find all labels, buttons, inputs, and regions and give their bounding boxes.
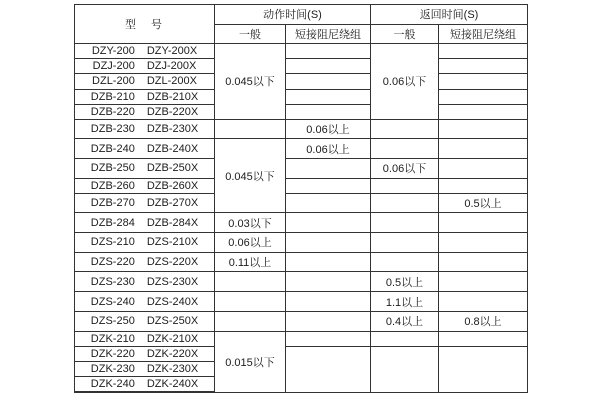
table-row bbox=[75, 213, 528, 233]
action-general-cell bbox=[215, 272, 286, 292]
header-return-time: 返回时间(S) bbox=[371, 5, 528, 25]
relay-timing-spec-table bbox=[74, 4, 528, 393]
return-damping-cell bbox=[439, 59, 528, 74]
table-row bbox=[75, 59, 528, 74]
action-damping-cell bbox=[286, 272, 371, 292]
header-return-damping: 短接阻尼绕组 bbox=[439, 24, 528, 44]
model-cell: DZS-220 DZS-220X bbox=[75, 252, 215, 272]
return-general-cell bbox=[371, 193, 439, 213]
table-row bbox=[75, 252, 528, 272]
model-cell: DZB-284 DZB-284X bbox=[75, 213, 215, 233]
table-row bbox=[75, 311, 528, 331]
return-general-cell bbox=[371, 119, 439, 139]
table-row bbox=[75, 139, 528, 159]
table-row bbox=[75, 104, 528, 119]
table-row bbox=[75, 89, 528, 104]
return-general-cell bbox=[371, 178, 439, 193]
return-general-cell: 0.06以下 bbox=[371, 44, 439, 119]
action-damping-cell bbox=[286, 292, 371, 312]
return-damping-cell bbox=[439, 233, 528, 253]
action-damping-cell bbox=[286, 252, 371, 272]
header-action-damping: 短接阻尼绕组 bbox=[286, 24, 371, 44]
table-row bbox=[75, 292, 528, 312]
return-damping-cell bbox=[439, 158, 528, 178]
action-general-cell: 0.11以上 bbox=[215, 252, 286, 272]
return-damping-cell bbox=[439, 346, 528, 392]
model-cell: DZB-260 DZB-260X bbox=[75, 178, 215, 193]
return-general-cell bbox=[371, 331, 439, 346]
header-row-1 bbox=[75, 5, 528, 25]
action-damping-cell bbox=[286, 104, 371, 119]
return-damping-cell bbox=[439, 272, 528, 292]
model-cell: DZL-200 DZL-200X bbox=[75, 74, 215, 89]
header-model: 型 号 bbox=[75, 5, 215, 44]
action-damping-cell bbox=[286, 178, 371, 193]
table-row bbox=[75, 119, 528, 139]
return-damping-cell bbox=[439, 139, 528, 159]
model-cell: DZS-240 DZS-240X bbox=[75, 292, 215, 312]
action-damping-cell bbox=[286, 331, 371, 346]
action-damping-cell bbox=[286, 346, 371, 392]
action-damping-cell bbox=[286, 233, 371, 253]
return-damping-cell bbox=[439, 89, 528, 104]
action-general-cell: 0.045以下 bbox=[215, 44, 286, 119]
action-damping-cell bbox=[286, 193, 371, 213]
model-cell: DZK-230 DZK-230X bbox=[75, 361, 215, 376]
model-cell: DZK-240 DZK-240X bbox=[75, 376, 215, 392]
model-cell: DZS-210 DZS-210X bbox=[75, 233, 215, 253]
model-cell: DZY-200 DZY-200X bbox=[75, 44, 215, 59]
action-general-cell: 0.015以下 bbox=[215, 331, 286, 392]
action-damping-cell bbox=[286, 59, 371, 74]
table-row bbox=[75, 74, 528, 89]
action-general-cell bbox=[215, 311, 286, 331]
model-cell: DZB-230 DZB-230X bbox=[75, 119, 215, 139]
return-general-cell bbox=[371, 213, 439, 233]
model-cell: DZB-210 DZB-210X bbox=[75, 89, 215, 104]
table-row bbox=[75, 233, 528, 253]
return-general-cell bbox=[371, 139, 439, 159]
action-damping-cell bbox=[286, 89, 371, 104]
action-damping-cell bbox=[286, 74, 371, 89]
action-damping-cell bbox=[286, 213, 371, 233]
return-general-cell bbox=[371, 346, 439, 392]
table-row bbox=[75, 331, 528, 346]
action-damping-cell bbox=[286, 311, 371, 331]
table-row bbox=[75, 272, 528, 292]
model-cell: DZS-230 DZS-230X bbox=[75, 272, 215, 292]
table-row bbox=[75, 178, 528, 193]
return-damping-cell bbox=[439, 292, 528, 312]
action-damping-cell bbox=[286, 158, 371, 178]
table-row bbox=[75, 44, 528, 59]
return-damping-cell: 0.8以上 bbox=[439, 311, 528, 331]
return-damping-cell bbox=[439, 331, 528, 346]
model-cell: DZB-220 DZB-220X bbox=[75, 104, 215, 119]
model-cell: DZK-210 DZK-210X bbox=[75, 331, 215, 346]
action-general-cell bbox=[215, 119, 286, 139]
return-damping-cell bbox=[439, 252, 528, 272]
action-damping-cell bbox=[286, 44, 371, 59]
table-row bbox=[75, 158, 528, 178]
model-cell: DZK-220 DZK-220X bbox=[75, 346, 215, 361]
return-damping-cell bbox=[439, 74, 528, 89]
action-general-cell: 0.06以上 bbox=[215, 233, 286, 253]
model-cell: DZS-250 DZS-250X bbox=[75, 311, 215, 331]
action-damping-cell: 0.06以上 bbox=[286, 119, 371, 139]
return-general-cell: 1.1以上 bbox=[371, 292, 439, 312]
return-damping-cell bbox=[439, 178, 528, 193]
header-return-general: 一般 bbox=[371, 24, 439, 44]
action-general-cell: 0.045以下 bbox=[215, 139, 286, 213]
header-action-time: 动作时间(S) bbox=[215, 5, 371, 25]
model-cell: DZB-240 DZB-240X bbox=[75, 139, 215, 159]
return-damping-cell: 0.5以上 bbox=[439, 193, 528, 213]
return-damping-cell bbox=[439, 119, 528, 139]
return-damping-cell bbox=[439, 104, 528, 119]
table-row bbox=[75, 193, 528, 213]
table-row bbox=[75, 346, 528, 361]
model-cell: DZJ-200 DZJ-200X bbox=[75, 59, 215, 74]
return-general-cell bbox=[371, 252, 439, 272]
return-damping-cell bbox=[439, 44, 528, 59]
action-general-cell: 0.03以下 bbox=[215, 213, 286, 233]
model-cell: DZB-250 DZB-250X bbox=[75, 158, 215, 178]
action-general-cell bbox=[215, 292, 286, 312]
header-action-general: 一般 bbox=[215, 24, 286, 44]
return-general-cell: 0.5以上 bbox=[371, 272, 439, 292]
return-general-cell bbox=[371, 233, 439, 253]
model-cell: DZB-270 DZB-270X bbox=[75, 193, 215, 213]
return-general-cell: 0.06以下 bbox=[371, 158, 439, 178]
return-damping-cell bbox=[439, 213, 528, 233]
action-damping-cell: 0.06以上 bbox=[286, 139, 371, 159]
return-general-cell: 0.4以上 bbox=[371, 311, 439, 331]
